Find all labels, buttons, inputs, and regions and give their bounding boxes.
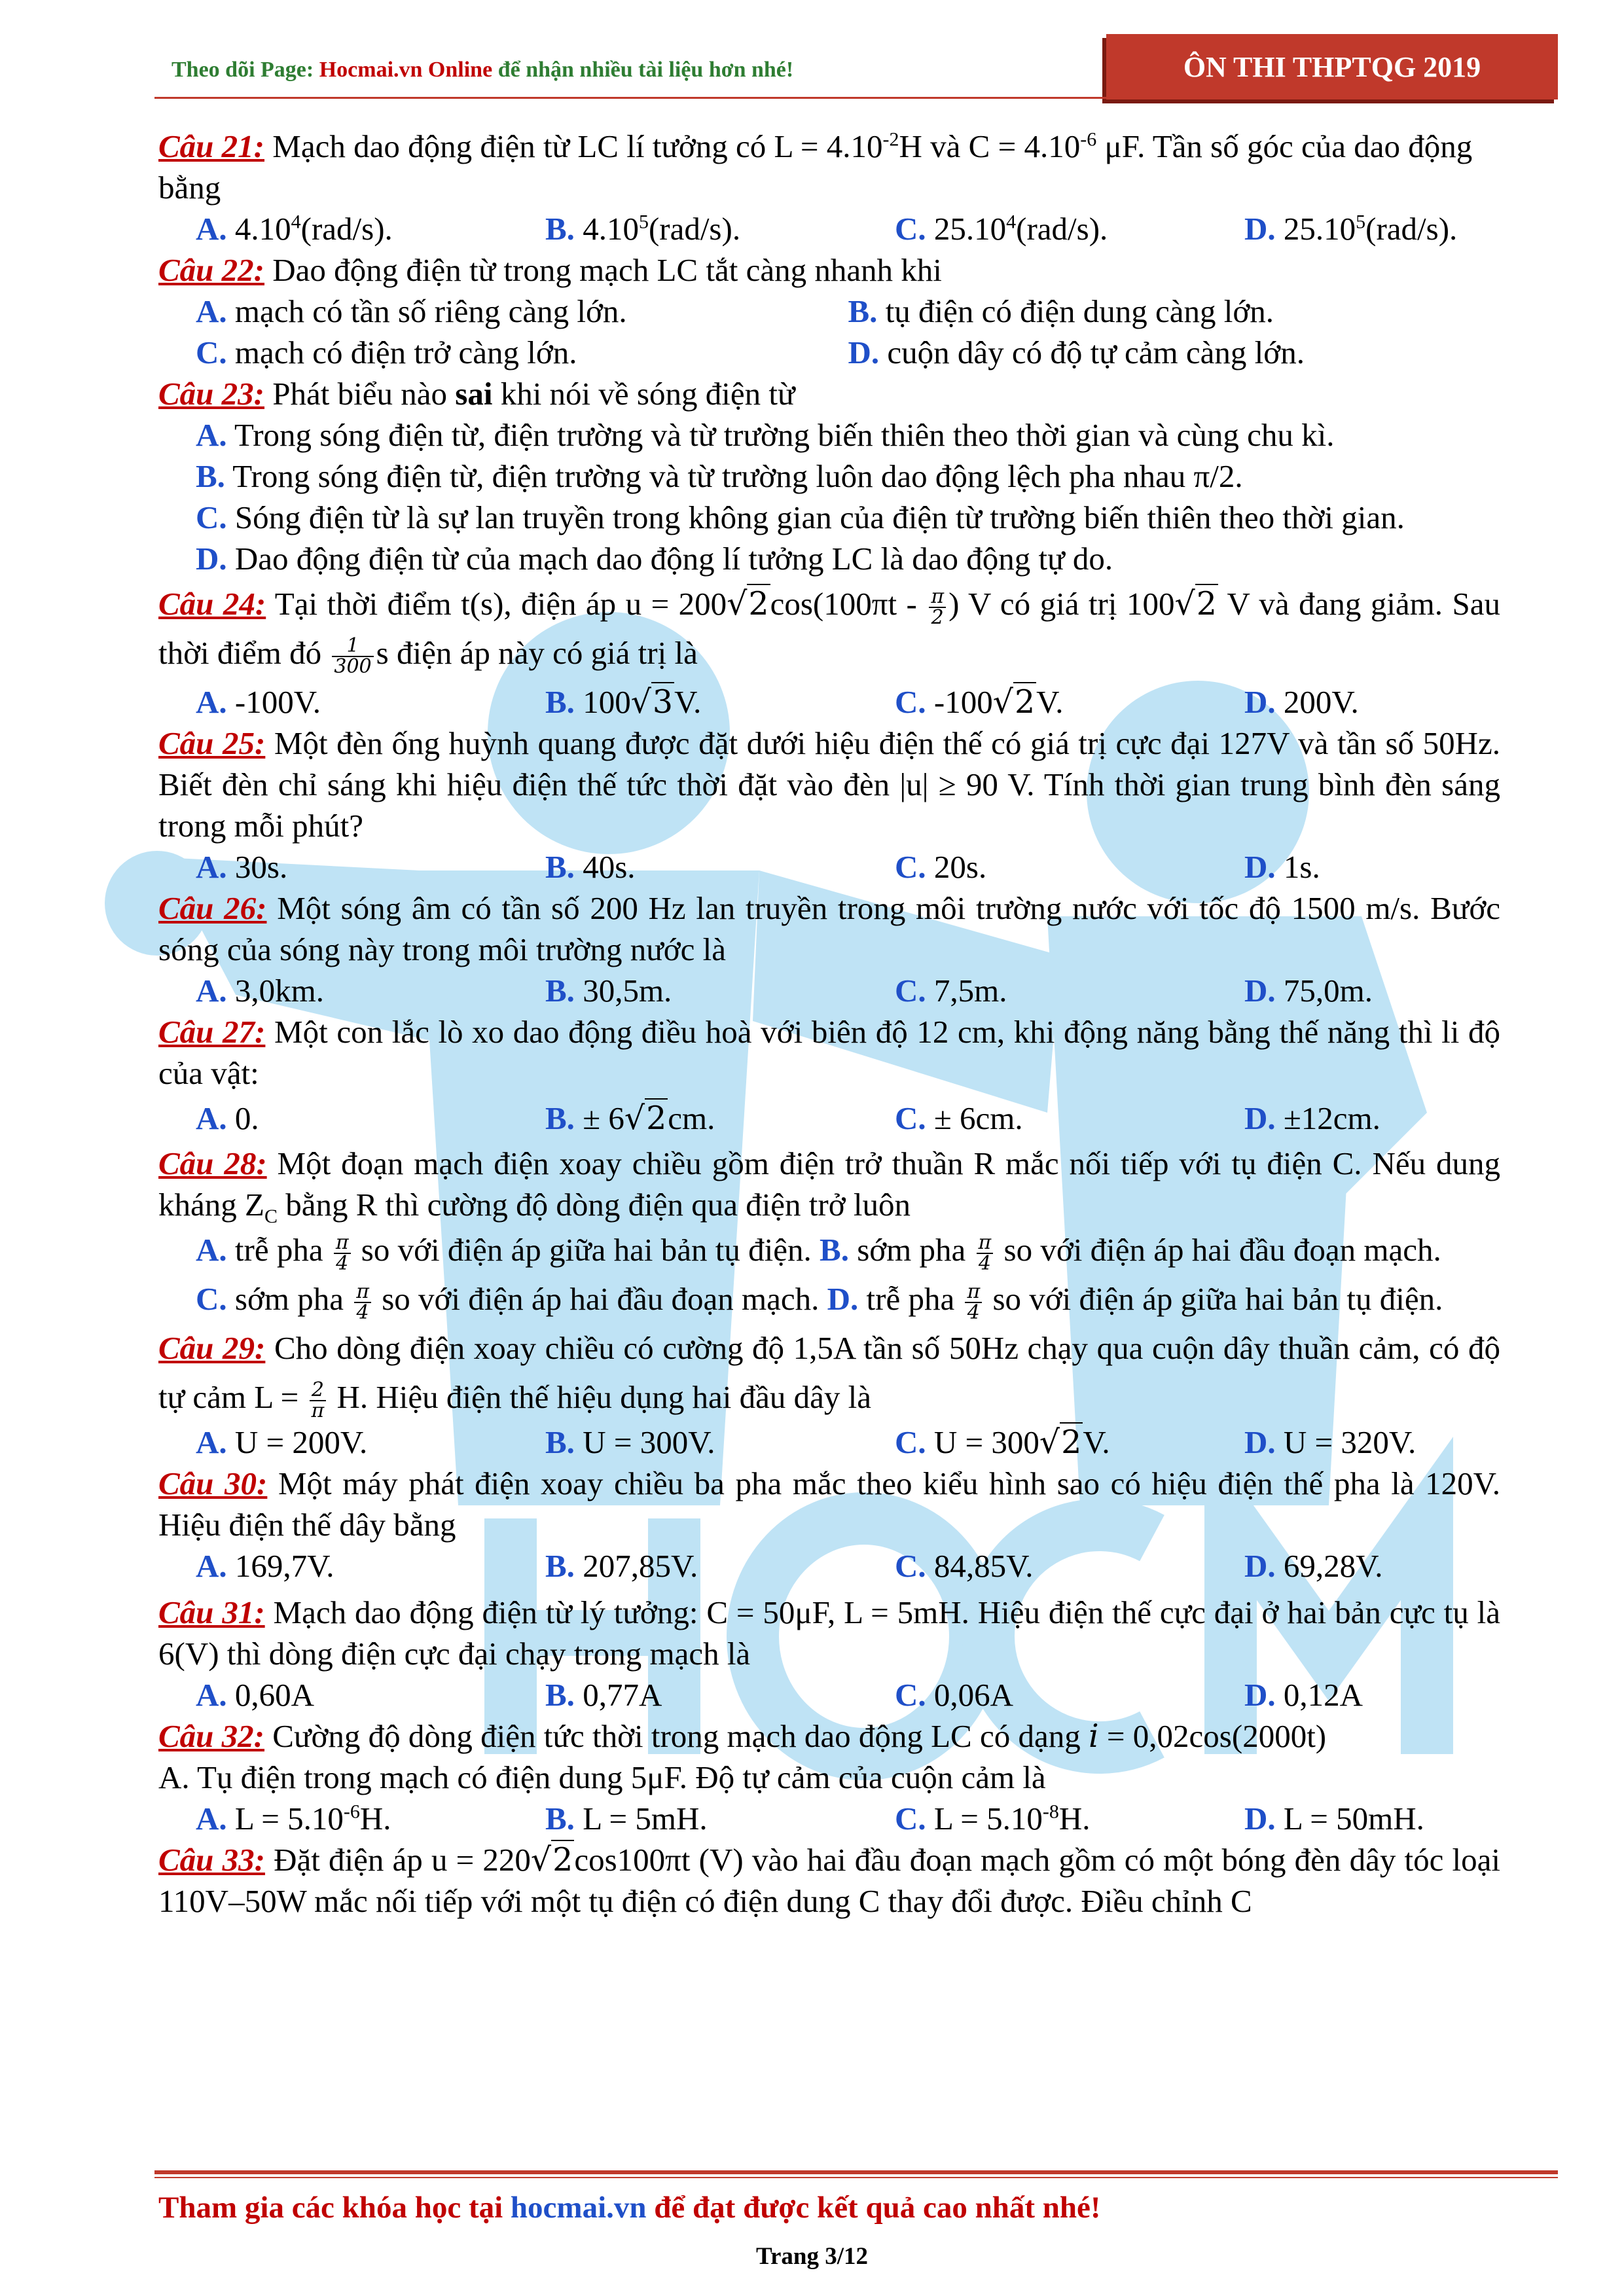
question-29: Câu 29: Cho dòng điện xoay chiều có cường độ 1,5A tần số 50Hz chạy qua cuộn dây thuần cảm, có độ tự cảm L = $\frac{2}{\pi}$ H. Hiệu điện thế hiệu dụng hai đầu dây là A. U = 200V. B. U = 300V. C. U = 300√2V. D. U = 320V. xyxy=(158,1323,1500,1463)
question-22: Câu 22: Dao động điện từ trong mạch LC tắt càng nhanh khi A. mạch có tần số riêng càng lớn. B. tụ điện có điện dung càng lớn. C. mạch có điện trở càng lớn. D. cuộn dây có độ tự cảm càng lớn. xyxy=(158,249,1500,373)
option-d[interactable]: D. 75,0m. xyxy=(1244,973,1373,1009)
option-a[interactable]: A. trễ pha $\frac{\pi}{4}$ so với điện áp giữa hai bản tụ điện. xyxy=(196,1230,812,1275)
header-prefix: Theo dõi Page: xyxy=(171,58,319,82)
option-b[interactable]: B. 207,85V. xyxy=(545,1548,698,1584)
option-b[interactable]: B. U = 300V. xyxy=(545,1424,715,1460)
option-d[interactable]: D. ±12cm. xyxy=(1244,1100,1380,1136)
question-label: Câu 21: xyxy=(158,128,265,164)
option-a[interactable]: A. 169,7V. xyxy=(196,1548,334,1584)
option-a[interactable]: A. 0,60A xyxy=(196,1677,315,1713)
option-d[interactable]: D. 200V. xyxy=(1244,684,1359,720)
footer-divider-thick xyxy=(154,2170,1558,2174)
header-divider xyxy=(154,97,1558,99)
question-33: Câu 33: Đặt điện áp u = 220√2cos100πt (V) vào hai đầu đoạn mạch gồm có một bóng đèn dây tóc loại 110V–50W mắc nối tiếp với một tụ điện có điện dung C thay đổi được. Điều chỉnh C xyxy=(158,1841,1500,1919)
option-a[interactable]: A. $L = 5.10^{-6}H$. xyxy=(196,1801,391,1837)
header-brand-link[interactable]: Hocmai.vn Online xyxy=(319,58,493,82)
option-c[interactable]: C. mạch có điện trở càng lớn. xyxy=(196,334,577,370)
option-b[interactable]: B. 100√3V. xyxy=(545,683,702,721)
footer-note: Tham gia các khóa học tại hocmai.vn để đạt được kết quả cao nhất nhé! xyxy=(158,2191,1101,2225)
option-d[interactable]: D. U = 320V. xyxy=(1244,1424,1416,1460)
question-list xyxy=(158,126,1500,1922)
option-c[interactable]: C. 84,85V. xyxy=(895,1548,1034,1584)
header-suffix: để nhận nhiều tài liệu hơn nhé! xyxy=(492,58,794,82)
option-c[interactable]: C. sớm pha $\frac{\pi}{4}$ so với điện áp hai đầu đoạn mạch. xyxy=(196,1280,820,1324)
option-a[interactable]: A. Trong sóng điện từ, điện trường và từ trường biến thiên theo thời gian và cùng chu kì. xyxy=(196,417,1335,453)
question-27: Câu 27: Một con lắc lò xo dao động điều hoà với biên độ 12 cm, khi động năng bằng thế năng thì li độ của vật: A. 0. B. ± 6√2cm. C. ± 6cm. D. ±12cm. xyxy=(158,1011,1500,1143)
options-ab xyxy=(158,1225,1500,1274)
option-a[interactable]: A. 0. xyxy=(196,1100,259,1136)
option-a[interactable]: A. U = 200V. xyxy=(196,1424,368,1460)
option-d[interactable]: D. 25.10$^5$(rad/s). xyxy=(1244,211,1458,247)
option-d[interactable]: D. 69,28V. xyxy=(1244,1548,1383,1584)
option-a[interactable]: A. 4.10$^4$(rad/s). xyxy=(196,211,393,247)
option-d[interactable]: D. 1s. xyxy=(1244,849,1320,885)
option-b[interactable]: B. Trong sóng điện từ, điện trường và từ trường luôn dao động lệch pha nhau π/2. xyxy=(196,458,1243,494)
options-cd xyxy=(158,1274,1500,1323)
header-title-box xyxy=(1106,34,1558,99)
question-21: Câu 21: Mạch dao động điện từ LC lí tưởng có $L = 4.10^{-2}H$ và $C = 4.10^{-6}$ μF. Tần số góc của dao động bằng A. 4.10$^4$(rad/s). B. 4.10$^5$(rad/s). C. 25.10$^4$(rad/s). D. 25.10$^5$(rad/s). xyxy=(158,126,1500,249)
option-b[interactable]: B. tụ điện có điện dung càng lớn. xyxy=(848,293,1274,329)
option-c[interactable]: C. 20s. xyxy=(895,849,987,885)
option-d[interactable]: D. trễ pha $\frac{\pi}{4}$ so với điện áp giữa hai bản tụ điện. xyxy=(827,1280,1443,1324)
footer-divider-thin xyxy=(154,2177,1558,2178)
question-25: Câu 25: Một đèn ống huỳnh quang được đặt dưới hiệu điện thế có giá trị cực đại 127V và tần số 50Hz. Biết đèn chỉ sáng khi hiệu điện thế tức thời đặt vào đèn |u| ≥ 90 V. Tính thời gian trung bình đèn sáng trong mỗi phút? A. 30s. B. 40s. C. 20s. D. 1s. xyxy=(158,723,1500,888)
question-32: Câu 32: Cường độ dòng điện tức thời trong mạch dao động LC có dạng i = 0,02cos(2000t) A. Tụ điện trong mạch có điện dung 5μF. Độ tự cảm của cuộn cảm là A. $L = 5.10^{-6}H$. B. L = 5mH. C. $L = 5.10^{-8}H$. D. L = 50mH. xyxy=(158,1715,1500,1839)
option-d[interactable]: D. 0,12A xyxy=(1244,1677,1363,1713)
option-a[interactable]: A. -100V. xyxy=(196,684,321,720)
option-c[interactable]: C. Sóng điện từ là sự lan truyền trong không gian của điện từ trường biến thiên theo thời gian. xyxy=(196,499,1405,535)
option-c[interactable]: C. 7,5m. xyxy=(895,973,1007,1009)
header-page-note xyxy=(171,58,793,82)
question-23: Câu 23: Phát biểu nào sai khi nói về sóng điện từ A. Trong sóng điện từ, điện trường và từ trường biến thiên theo thời gian và cùng chu kì. B. Trong sóng điện từ, điện trường và từ trường luôn dao động lệch pha nhau π/2. C. Sóng điện từ là sự lan truyền trong không gian của điện từ trường biến thiên theo thời gian. D. Dao động điện từ của mạch dao động lí tưởng LC là dao động tự do. xyxy=(158,373,1500,579)
question-30: Câu 30: Một máy phát điện xoay chiều ba pha mắc theo kiểu hình sao có hiệu điện thế pha là 120V. Hiệu điện thế dây bằng A. 169,7V. B. 207,85V. C. 84,85V. D. 69,28V. xyxy=(158,1463,1500,1587)
option-b[interactable]: B. L = 5mH. xyxy=(545,1801,708,1837)
option-a[interactable]: A. 3,0km. xyxy=(196,973,325,1009)
question-28: Câu 28: Một đoạn mạch điện xoay chiều gồm điện trở thuần R mắc nối tiếp với tụ điện C. Nếu dung kháng $Z_C$ bằng R thì cường độ dòng điện qua điện trở luôn A. trễ pha $\frac{\pi}{4}$ so với điện áp giữa hai bản tụ điện. B. sớm pha $\frac{\pi}{4}$ so với điện áp hai đầu đoạn mạch. C. sớm pha $\frac{\pi}{4}$ so với điện áp hai đầu đoạn mạch. D. trễ pha $\frac{\pi}{4}$ so với điện áp giữa hai bản tụ điện. xyxy=(158,1145,1500,1324)
option-b[interactable]: B. ± 6√2cm. xyxy=(545,1100,715,1137)
option-c[interactable]: C. -100√2V. xyxy=(895,683,1064,721)
option-c[interactable]: C. ± 6cm. xyxy=(895,1100,1023,1136)
option-b[interactable]: B. 4.10$^5$(rad/s). xyxy=(545,211,741,247)
option-a[interactable]: A. 30s. xyxy=(196,849,288,885)
option-a[interactable]: A. mạch có tần số riêng càng lớn. xyxy=(196,293,627,329)
options-row xyxy=(158,208,1500,249)
footer-brand-link[interactable]: hocmai.vn xyxy=(510,2191,647,2225)
option-d[interactable]: D. Dao động điện từ của mạch dao động lí tưởng LC là dao động tự do. xyxy=(196,541,1113,577)
question-31: Câu 31: Mạch dao động điện từ lý tưởng: C = 50μF, L = 5mH. Hiệu điện thế cực đại ở hai bản cực tụ là 6(V) thì dòng điện cực đại chạy trong mạch là A. 0,60A B. 0,77A C. 0,06A D. 0,12A xyxy=(158,1592,1500,1715)
option-b[interactable]: B. sớm pha $\frac{\pi}{4}$ so với điện áp hai đầu đoạn mạch. xyxy=(820,1230,1441,1275)
option-c[interactable]: C. $L = 5.10^{-8}H$. xyxy=(895,1801,1091,1837)
option-b[interactable]: B. 0,77A xyxy=(545,1677,662,1713)
option-c[interactable]: C. 25.10$^4$(rad/s). xyxy=(895,211,1108,247)
option-d[interactable]: D. cuộn dây có độ tự cảm càng lớn. xyxy=(848,334,1305,370)
option-b[interactable]: B. 30,5m. xyxy=(545,973,672,1009)
option-c[interactable]: C. 0,06A xyxy=(895,1677,1014,1713)
option-b[interactable]: B. 40s. xyxy=(545,849,636,885)
header-title: ÔN THI THPTQG 2019 xyxy=(1183,50,1481,83)
page-number: Trang 3/12 xyxy=(756,2243,868,2270)
option-c[interactable]: C. U = 300√2V. xyxy=(895,1424,1110,1461)
option-d[interactable]: D. L = 50mH. xyxy=(1244,1801,1424,1837)
question-26: Câu 26: Một sóng âm có tần số 200 Hz lan truyền trong môi trường nước với tốc độ 1500 m/s. Bước sóng của sóng này trong môi trường nước là A. 3,0km. B. 30,5m. C. 7,5m. D. 75,0m. xyxy=(158,888,1500,1011)
question-24: Câu 24: Tại thời điểm t(s), điện áp u = 200√2cos(100πt - $\frac{\pi}{2}$ ) V có giá trị 100√2 V và đang giảm. Sau thời điểm đó $\frac{1}{300}$ s điện áp này có giá trị là A. -100V. B. 100√3V. C. -100√2V. D. 200V. xyxy=(158,579,1500,723)
